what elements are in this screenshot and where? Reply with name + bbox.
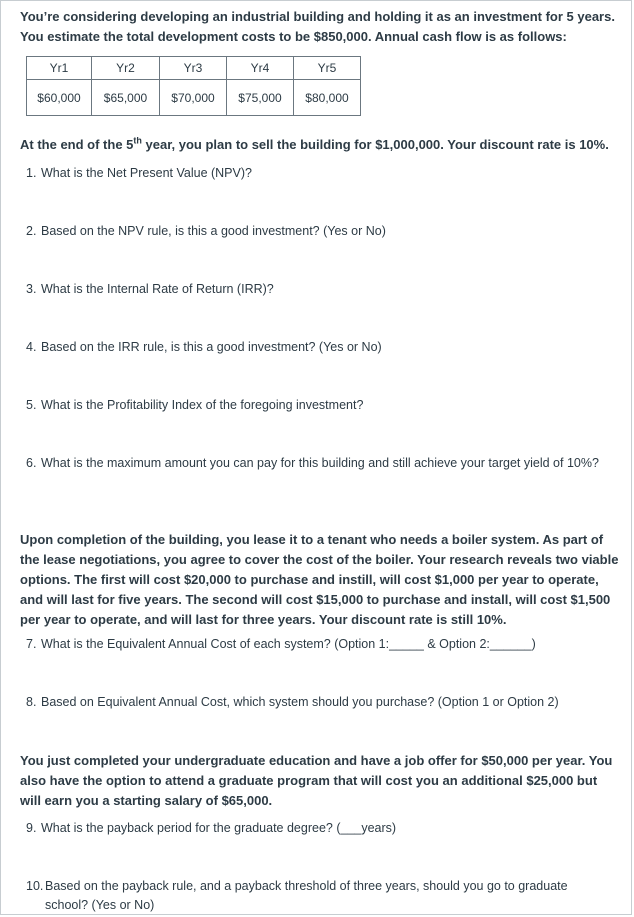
question-number: 2.	[26, 224, 37, 238]
cash-flow-value-row	[27, 80, 361, 116]
question-number: 4.	[26, 340, 37, 354]
question-number: 3.	[26, 282, 37, 296]
question-text: What is the Net Present Value (NPV)?	[41, 166, 252, 180]
question-number: 9.	[26, 821, 37, 835]
question-1	[26, 164, 611, 183]
education-paragraph: You just completed your undergraduate education and have a job offer for $50,000 per year. You also have the option to attend a graduate program that will cost you an additional $25,000 but will earn you a starting salary of $65,000.	[20, 753, 613, 808]
question-10	[26, 877, 611, 915]
question-3	[26, 280, 611, 299]
question-9	[26, 819, 611, 838]
question-text: Based on the IRR rule, is this a good investment? (Yes or No)	[41, 340, 382, 354]
question-4	[26, 338, 611, 357]
sale-statement-before: At the end of the 5	[20, 137, 134, 152]
question-text: Based on the payback rule, and a payback threshold of three years, should you go to graduate school? (Yes or No)	[45, 879, 568, 912]
question-text: What is the Equivalent Annual Cost of each system? (Option 1:_____ & Option 2:______)	[41, 637, 536, 651]
year-header: Yr2	[92, 57, 160, 80]
question-number: 8.	[26, 695, 37, 709]
sale-statement	[20, 135, 620, 155]
question-number: 1.	[26, 166, 37, 180]
cash-flow-value: $60,000	[27, 80, 92, 116]
question-text: What is the Profitability Index of the foregoing investment?	[41, 398, 364, 412]
question-2	[26, 222, 611, 241]
year-header: Yr4	[227, 57, 294, 80]
question-text: What is the maximum amount you can pay for this building and still achieve your target yield of 10%?	[41, 456, 599, 470]
question-text: Based on Equivalent Annual Cost, which system should you purchase? (Option 1 or Option 2)	[41, 695, 559, 709]
question-6	[26, 454, 611, 473]
question-7	[26, 635, 611, 654]
year-header: Yr1	[27, 57, 92, 80]
cash-flow-value: $80,000	[294, 80, 361, 116]
boiler-paragraph: Upon completion of the building, you lease it to a tenant who needs a boiler system. As part of the lease negotiations, you agree to cover the cost of the boiler. Your research reveals two viable options. The first will cost $20,000 to purchase and instill, will cost $1,000 per year to operate, and will last for five years. The second will cost $15,000 to purchase and install, will cost $1,500 per year to operate, and will last for three years. Your discount rate is still 10%.	[20, 532, 619, 627]
question-text: What is the Internal Rate of Return (IRR)?	[41, 282, 274, 296]
question-8	[26, 693, 611, 712]
intro-paragraph: You’re considering developing an industrial building and holding it as an investment for 5 years. You estimate the total development costs to be $850,000. Annual cash flow is as follows:	[20, 9, 615, 44]
sale-statement-after: year, you plan to sell the building for $1,000,000. Your discount rate is 10%.	[141, 137, 609, 152]
question-text: Based on the NPV rule, is this a good investment? (Yes or No)	[41, 224, 386, 238]
question-text: What is the payback period for the graduate degree? (___years)	[41, 821, 397, 835]
question-5	[26, 396, 611, 415]
sale-statement-superscript: th	[133, 135, 142, 146]
cash-flow-value: $75,000	[227, 80, 294, 116]
cash-flow-table	[26, 56, 361, 116]
question-number: 5.	[26, 398, 37, 412]
cash-flow-header-row	[27, 57, 361, 80]
question-number: 6.	[26, 456, 37, 470]
cash-flow-value: $70,000	[160, 80, 227, 116]
cash-flow-value: $65,000	[92, 80, 160, 116]
year-header: Yr5	[294, 57, 361, 80]
question-number: 10.	[26, 879, 44, 893]
year-header: Yr3	[160, 57, 227, 80]
question-number: 7.	[26, 637, 37, 651]
